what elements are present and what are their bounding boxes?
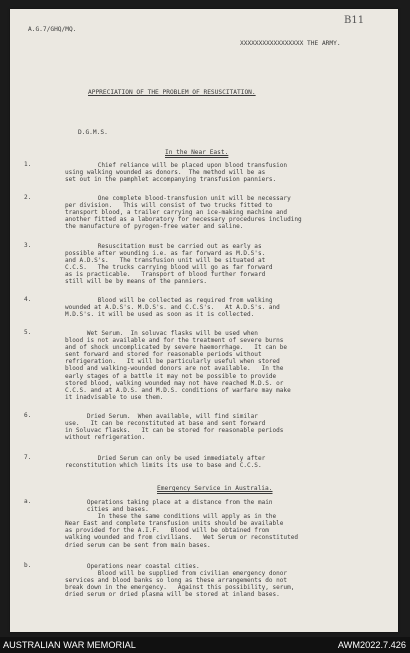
paragraph-line: One complete blood-transfusion unit will be necessary xyxy=(65,195,291,202)
paragraph-line: sent forward and stored for reasonable periods without xyxy=(65,351,262,359)
paragraph xyxy=(24,161,373,184)
paragraph-line: Blood will be supplied from civilian emergency donor xyxy=(65,570,288,578)
paragraph xyxy=(24,498,373,549)
reference-number: A.G.7/GHQ/MQ. xyxy=(28,26,77,33)
document-title: APPRECIATION OF THE PROBLEM OF RESUSCITATION. xyxy=(88,89,256,96)
paragraph-line: Near East and complete transfusion units should be available xyxy=(65,520,284,528)
paragraph-line: another fitted as a laboratory for necessary procedures including xyxy=(65,216,302,224)
paragraph-line: transport blood, a trailer carrying an ice-making machine and xyxy=(65,209,288,217)
paragraph-line: Operations taking place at a distance from the main xyxy=(65,499,273,506)
document-page xyxy=(10,9,398,632)
paragraph-line: and of shock uncomplicated by severe haemorrhage. It can be xyxy=(65,344,288,352)
paragraph-line: Blood will be collected as required from walking xyxy=(65,297,273,304)
paragraph-number: 2. xyxy=(24,194,32,201)
paragraph-line: In these the same conditions will apply as in the xyxy=(65,513,277,521)
paragraph-number: 1. xyxy=(24,161,32,168)
paragraph-line: in Soluvac flasks. It can be stored for reasonable periods xyxy=(65,427,284,435)
paragraph-line: early stages of a battle it may not be possible to provide xyxy=(65,372,277,380)
paragraph-line: break down in the emergency. Against this possibility, serum, xyxy=(65,584,295,592)
paragraph-line: set out in the pamphlet accompanying transfusion panniers. xyxy=(65,176,277,184)
paragraph-line: Chief reliance will be placed upon blood transfusion xyxy=(65,162,288,169)
paragraph-line: blood is not available and for the treatment of severe burns xyxy=(65,337,284,345)
paragraph xyxy=(24,194,373,231)
section-heading-near-east: In the Near East. xyxy=(165,149,229,156)
paragraph-line: services and blood banks so long as these arrangements do not xyxy=(65,577,288,585)
addressee: D.G.M.S. xyxy=(78,129,108,136)
classification-line: XXXXXXXXXXXXXXXXX THE ARMY. xyxy=(240,40,341,47)
paragraph xyxy=(24,296,373,319)
paragraph-number: 4. xyxy=(24,296,32,303)
paragraph xyxy=(24,562,373,599)
paragraph-number: b. xyxy=(24,562,32,569)
paragraph-line: wounded at A.D.S's. M.D.S's. and C.C.S's. At A.D.S's. and xyxy=(65,304,280,312)
institution-name: AUSTRALIAN WAR MEMORIAL xyxy=(3,640,136,650)
paragraph-line: using walking wounded as donors. The method will be as xyxy=(65,169,266,177)
paragraph-line: stored blood, walking wounded may not have reached M.D.S. or xyxy=(65,379,284,387)
paragraph-line: cities and bases. xyxy=(65,506,149,514)
paragraph-line: Operations near coastal cities. xyxy=(65,563,200,570)
paragraph-line: still will be by means of the panniers. xyxy=(65,278,207,286)
paragraph-line: walking wounded and from civilians. Wet Serum or reconstituted xyxy=(65,534,298,542)
paragraph xyxy=(24,412,373,442)
paragraph-line: dried serum can be sent from main bases. xyxy=(65,541,211,549)
paragraph xyxy=(24,242,373,286)
section-heading-australia: Emergency Service in Australia. xyxy=(157,485,273,492)
paragraph xyxy=(24,329,373,401)
paragraph-number: a. xyxy=(24,498,32,505)
paragraph-number: 3. xyxy=(24,242,32,249)
paragraph-line: and A.D.S's. The transfusion unit will be situated at xyxy=(65,257,266,265)
paragraph-line: reconstitution which limits its use to base and C.C.S. xyxy=(65,462,262,470)
paragraph-line: C.C.S. and at A.D.S. and M.D.S. conditions of warfare may make xyxy=(65,386,291,394)
paragraph-line: use. It can be reconstituted at base and sent forward xyxy=(65,420,266,428)
paragraph-line: the manufacture of pyrogen-free water and saline. xyxy=(65,223,244,231)
paragraph-number: 7. xyxy=(24,454,32,461)
paragraph-line: refrigeration. It will be particularly useful when stored xyxy=(65,358,280,366)
paragraph-line: Dried Serum. When available, will find similar xyxy=(65,413,258,420)
paragraph xyxy=(24,454,373,470)
paragraph-line: Dried Serum can only be used immediately after xyxy=(65,455,266,462)
paragraph-line: it inadvisable to use them. xyxy=(65,393,164,401)
paragraph-line: C.C.S. The trucks carrying blood will go as far forward xyxy=(65,264,273,272)
archive-footer xyxy=(0,637,410,653)
accession-number: AWM2022.7.426 xyxy=(337,640,406,650)
paragraph-line: blood and walking-wounded donors are not available. In the xyxy=(65,365,284,373)
paragraph-line: per division. This will consist of two trucks fitted to xyxy=(65,202,273,210)
paragraph-number: 5. xyxy=(24,329,32,336)
paragraph-line: as provided for the A.I.F. Blood will be obtained from xyxy=(65,527,269,535)
paragraph-line: M.D.S's. it will be used as soon as it is collected. xyxy=(65,311,255,319)
paragraph-line: possible after wounding i.e. as far forward as M.D.S's. xyxy=(65,250,266,258)
paragraph-line: without refrigeration. xyxy=(65,434,146,442)
paragraph-number: 6. xyxy=(24,412,32,419)
paragraph-line: as is practicable. Transport of blood further forward xyxy=(65,271,266,279)
page-note: B11 xyxy=(344,15,365,26)
paragraph-line: Wet Serum. In soluvac flasks will be used when xyxy=(65,330,258,337)
paragraph-line: dried serum or dried plasma will be stored at inland bases. xyxy=(65,591,280,599)
paragraph-line: Resuscitation must be carried out as early as xyxy=(65,243,262,250)
